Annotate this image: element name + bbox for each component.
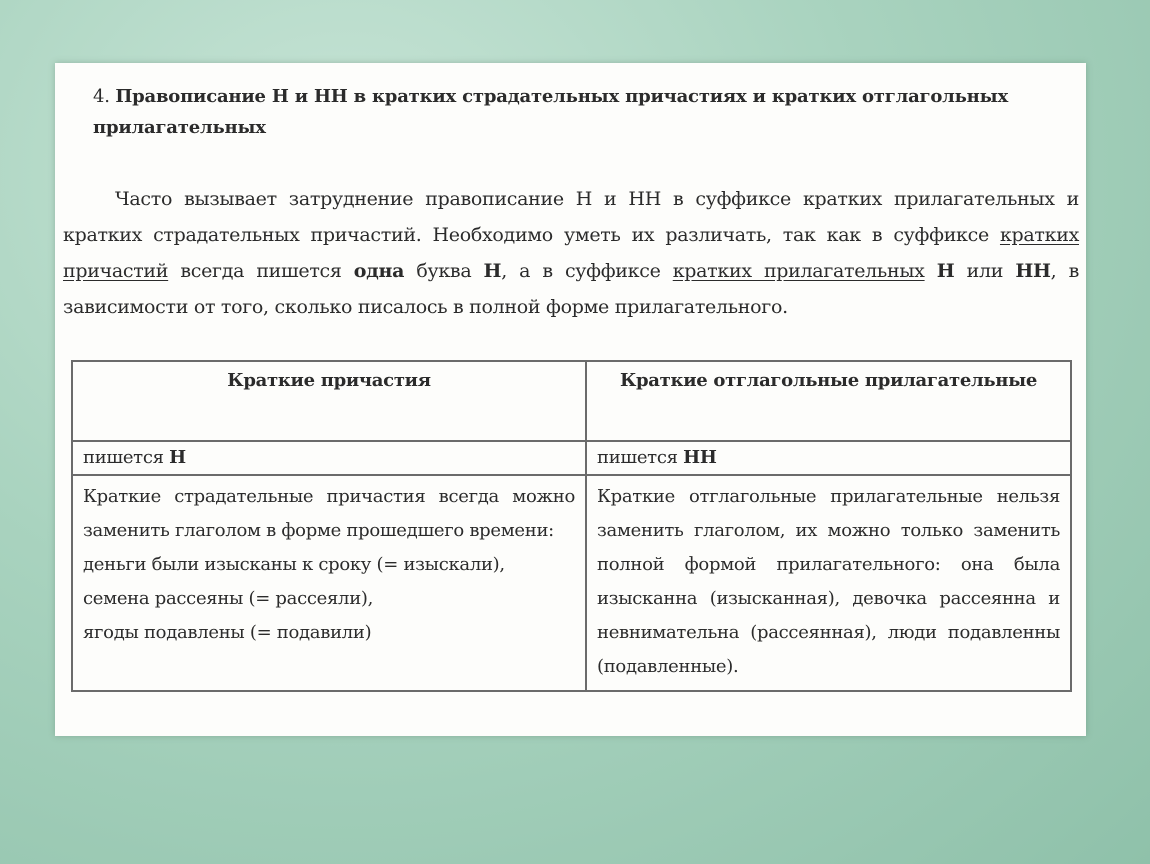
table-rule-row bbox=[72, 441, 1071, 475]
section-title: Правописание Н и НН в кратких страдательных причастиях и кратких отглагольных прилагательных bbox=[93, 86, 1009, 138]
table-header-row bbox=[72, 361, 1071, 441]
bold-letters-nn: НН bbox=[1015, 260, 1051, 282]
adjective-examples: она была изысканна (изысканная), девочка рассеянна и невнимательна (рассеянная), люди подавленны (подавленные). bbox=[597, 554, 1061, 677]
rule-prefix: пишется bbox=[83, 447, 170, 468]
para-text-5 bbox=[925, 260, 937, 282]
rule-cell-n bbox=[72, 441, 586, 475]
adjectives-explanation-cell bbox=[586, 475, 1071, 691]
para-text-3: буква bbox=[404, 260, 484, 282]
participle-example-1: деньги были изысканы к сроку (= изыскали), bbox=[83, 554, 505, 575]
table-body-row bbox=[72, 475, 1071, 691]
participles-explanation-cell bbox=[72, 475, 586, 691]
textbook-page bbox=[55, 63, 1086, 736]
section-heading bbox=[93, 81, 1063, 143]
underlined-short-adjectives: кратких прилагательных bbox=[672, 260, 925, 282]
adjectives-explanation: Краткие отглагольные прилагательные нельзя заменить глаголом, их можно только заменить полной формой прилагательного: bbox=[597, 486, 1060, 575]
rule-letter-nn: НН bbox=[683, 447, 717, 468]
para-text-6: или bbox=[954, 260, 1016, 282]
rule-table bbox=[71, 360, 1072, 692]
rule-prefix-2: пишется bbox=[597, 447, 684, 468]
participles-explanation: Краткие страдательные причастия всегда можно заменить глаголом в форме прошедшего времени: bbox=[83, 486, 575, 541]
intro-paragraph bbox=[63, 181, 1079, 325]
para-text-1: Часто вызывает затруднение правописание Н и НН в суффиксе кратких прилагательных и кратких страдательных причастий. Необходимо уметь их различать, так как в суффиксе bbox=[63, 188, 1079, 246]
participle-example-3: ягоды подавлены (= подавили) bbox=[83, 622, 372, 643]
section-number: 4. bbox=[93, 86, 110, 107]
rule-letter-n: Н bbox=[169, 447, 186, 468]
bold-letter-n: Н bbox=[483, 260, 502, 282]
para-text-4: , а в суффиксе bbox=[501, 260, 673, 282]
bold-one: одна bbox=[353, 260, 405, 282]
rule-cell-nn bbox=[586, 441, 1071, 475]
header-short-participles: Краткие причастия bbox=[72, 361, 586, 441]
para-text-2: всегда пишется bbox=[168, 260, 354, 282]
underlined-short-participles: кратких причастий bbox=[63, 224, 1079, 282]
participle-example-2: семена рассеяны (= рассеяли), bbox=[83, 588, 374, 609]
bold-letter-n-2: Н bbox=[936, 260, 955, 282]
para-text-7: , в зависимости от того, сколько писалось в полной форме прилагательного. bbox=[63, 260, 1079, 318]
header-short-adjectives: Краткие отглагольные прилагательные bbox=[586, 361, 1071, 441]
